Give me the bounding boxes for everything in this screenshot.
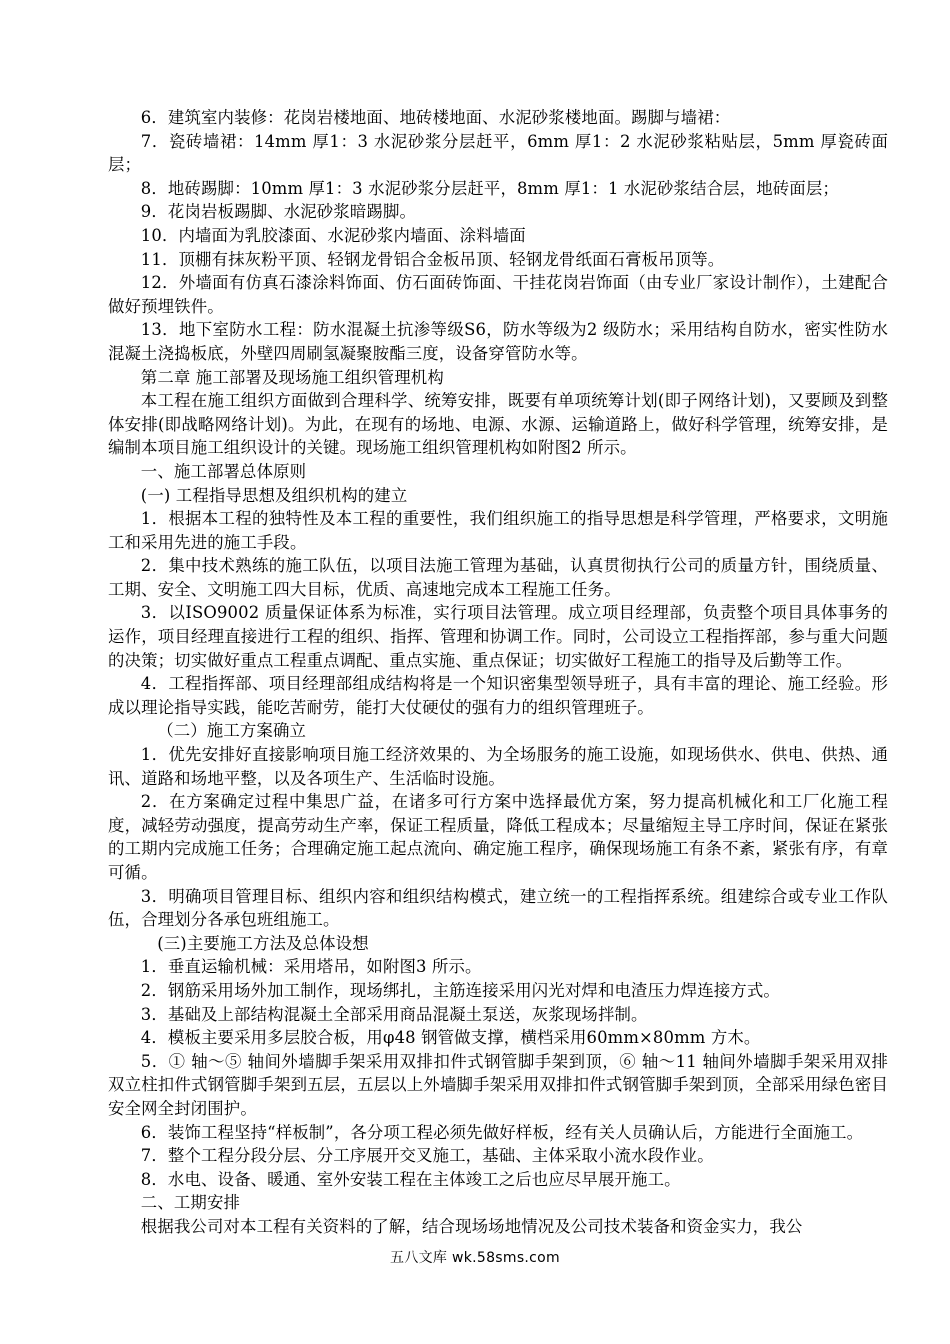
- paragraph: 本工程在施工组织方面做到合理科学、统筹安排，既要有单项统筹计划(即子网络计划)，又要顾及到整体安排(即战略网络计划)。为此，在现有的场地、电源、水源、运输道路上，做好科学管理，统筹安排，是编制本项目施工组织设计的关键。现场施工组织管理机构如附图2 所示。: [108, 391, 888, 458]
- paragraph: 1．优先安排好直接影响项目施工经济效果的、为全场服务的施工设施，如现场供水、供电、供热、通讯、道路和场地平整，以及各项生产、生活临时设施。: [108, 745, 888, 788]
- footer-watermark: 五八文库 wk.58sms.com: [390, 1250, 560, 1266]
- paragraph: 4．工程指挥部、项目经理部组成结构将是一个知识密集型领导班子，具有丰富的理论、施工经验。形成以理论指导实践，能吃苦耐劳，能打大仗硬仗的强有力的组织管理班子。: [108, 674, 888, 717]
- paragraph: 根据我公司对本工程有关资料的了解，结合现场场地情况及公司技术装备和资金实力，我公: [140, 1216, 803, 1236]
- paragraph: 2．钢筋采用场外加工制作，现场绑扎，主筋连接采用闪光对焊和电渣压力焊连接方式。: [140, 980, 780, 1000]
- paragraph: 2．在方案确定过程中集思广益，在诸多可行方案中选择最优方案，努力提高机械化和工厂化施工程度，减轻劳动强度，提高劳动生产率，保证工程质量，降低工程成本；尽量缩短主导工序时间，保证在紧张的工期内完成施工任务；合理确定施工起点流向、确定施工程序，确保现场施工有条不紊，紧张有序，有章可循。: [108, 792, 888, 882]
- paragraph: 3．基础及上部结构混凝土全部采用商品混凝土泵送，灰浆现场拌制。: [140, 1004, 648, 1024]
- paragraph: 3．明确项目管理目标、组织内容和组织结构模式，建立统一的工程指挥系统。组建综合或专业工作队伍，合理划分各承包班组施工。: [108, 886, 888, 930]
- paragraph: 2．集中技术熟练的施工队伍，以项目法施工管理为基础，认真贯彻执行公司的质量方针，围绕质量、工期、安全、文明施工四大目标，优质、高速地完成本工程施工任务。: [108, 556, 888, 599]
- paragraph: 8．水电、设备、暖通、室外安装工程在主体竣工之后也应尽早展开施工。: [140, 1169, 681, 1189]
- paragraph: 12．外墙面有仿真石漆涂料饰面、仿石面砖饰面、干挂花岗岩饰面（由专业厂家设计制作），土建配合做好预埋铁件。: [108, 273, 888, 316]
- paragraph: 1．垂直运输机械：采用塔吊，如附图3 所示。: [140, 957, 482, 977]
- subsection-heading: (三)主要施工方法及总体设想: [157, 933, 369, 953]
- paragraph: 9．花岗岩板踢脚、水泥砂浆暗踢脚。: [140, 202, 417, 222]
- paragraph: 6．建筑室内装修：花岗岩楼地面、地砖楼地面、水泥砂浆楼地面。踢脚与墙裙：: [140, 108, 731, 127]
- paragraph: 7．整个工程分段分层、分工序展开交叉施工，基础、主体采取小流水段作业。: [140, 1146, 714, 1166]
- paragraph: 7．瓷砖墙裙：14mm 厚1：3 水泥砂浆分层赶平，6mm 厚1：2 水泥砂浆粘贴层，5mm 厚瓷砖面层；: [108, 131, 888, 175]
- paragraph: 5．① 轴～⑤ 轴间外墙脚手架采用双排扣件式钢管脚手架到顶，⑥ 轴～11 轴间外墙脚手架采用双排双立柱扣件式钢管脚手架到五层，五层以上外墙脚手架采用双排扣件式钢管脚手架到顶，全部采用绿色密目安全网全封闭围护。: [108, 1051, 888, 1118]
- paragraph: 4．模板主要采用多层胶合板，用φ48 钢管做支撑，横档采用60mm×80mm 方木。: [140, 1028, 761, 1048]
- section-heading: 一、施工部署总体原则: [140, 461, 307, 481]
- paragraph: 6．装饰工程坚持“样板制”，各分项工程必须先做好样板，经有关人员确认后，方能进行全面施工。: [140, 1122, 864, 1142]
- subsection-heading: （二）施工方案确立: [157, 721, 307, 741]
- paragraph: 10．内墙面为乳胶漆面、水泥砂浆内墙面、涂料墙面: [140, 225, 526, 245]
- paragraph: 13．地下室防水工程：防水混凝土抗渗等级S6，防水等级为2 级防水；采用结构自防水，密实性防水混凝土浇捣板底，外壁四周刷氢凝聚胺酯三度，设备穿管防水等。: [108, 320, 888, 363]
- paragraph: 3．以ISO9002 质量保证体系为标准，实行项目法管理。成立项目经理部，负责整个项目具体事务的运作，项目经理直接进行工程的组织、指挥、管理和协调工作。同时，公司设立工程指挥部，参与重大问题的决策；切实做好重点工程重点调配、重点实施、重点保证；切实做好工程施工的指导及后勤等工作。: [108, 603, 888, 670]
- paragraph: 8．地砖踢脚：10mm 厚1：3 水泥砂浆分层赶平，8mm 厚1：1 水泥砂浆结合层，地砖面层；: [140, 178, 839, 198]
- section-heading: 二、工期安排: [140, 1193, 241, 1213]
- paragraph: 1．根据本工程的独特性及本工程的重要性，我们组织施工的指导思想是科学管理，严格要求，文明施工和采用先进的施工手段。: [108, 509, 888, 552]
- chapter-heading: 第二章 施工部署及现场施工组织管理机构: [140, 367, 444, 387]
- subsection-heading: (一) 工程指导思想及组织机构的建立: [140, 485, 408, 505]
- paragraph: 11．顶棚有抹灰粉平顶、轻钢龙骨铝合金板吊顶、轻钢龙骨纸面石膏板吊顶等。: [140, 249, 725, 269]
- document-body: [108, 106, 888, 1239]
